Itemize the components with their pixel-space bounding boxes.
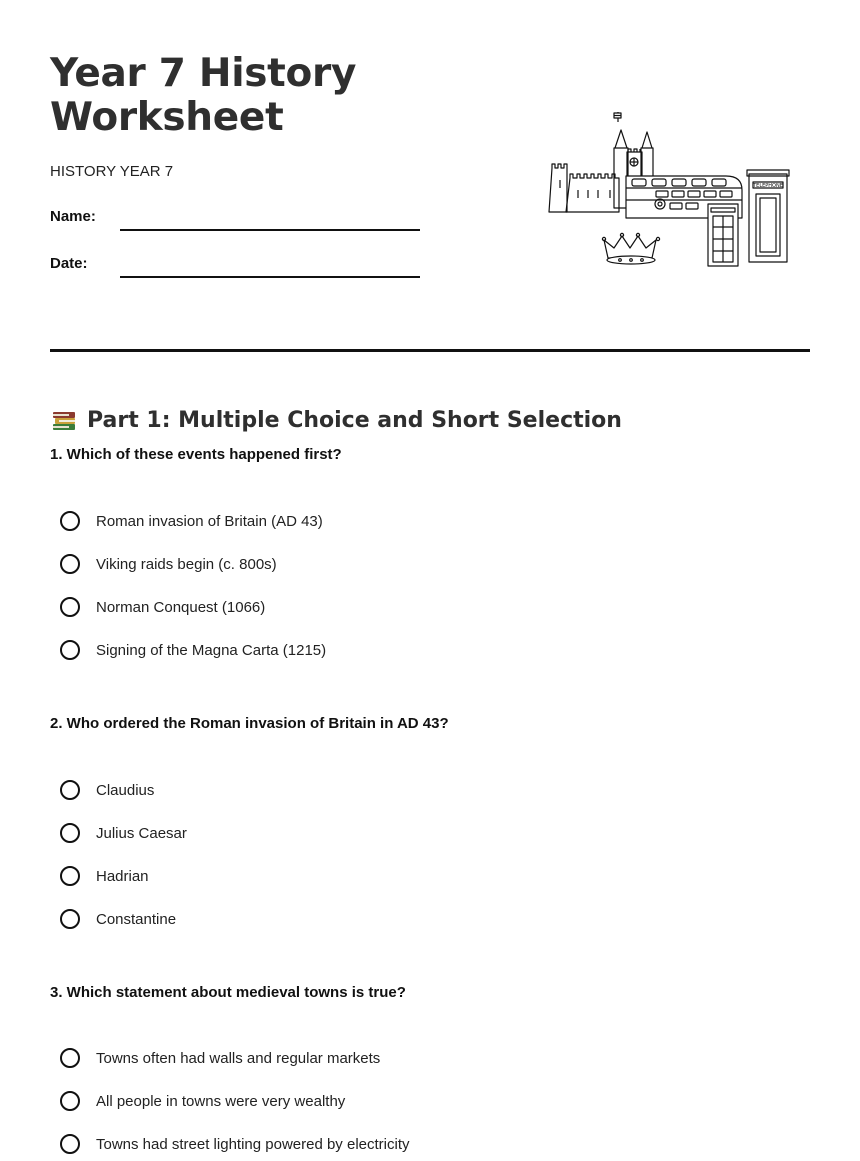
q3-option-2[interactable] — [60, 1088, 345, 1114]
q1-option-1[interactable] — [60, 508, 323, 534]
radio-button[interactable] — [60, 640, 80, 660]
option-label: Claudius — [96, 781, 155, 799]
date-field[interactable] — [120, 276, 420, 278]
option-label: Towns had street lighting powered by electricity — [96, 1135, 410, 1153]
q2-option-1[interactable] — [60, 777, 154, 803]
radio-button[interactable] — [60, 1091, 80, 1111]
option-label: Julius Caesar — [96, 824, 187, 842]
radio-button[interactable] — [60, 597, 80, 617]
question-1: 1. Which of these events happened first? — [50, 446, 342, 463]
option-label: Viking raids begin (c. 800s) — [96, 555, 277, 573]
worksheet-title: Year 7 History Worksheet — [50, 51, 357, 140]
radio-button[interactable] — [60, 780, 80, 800]
option-label: Norman Conquest (1066) — [96, 598, 266, 616]
name-field[interactable] — [120, 229, 420, 231]
option-label: Hadrian — [96, 867, 149, 885]
part1-heading — [50, 406, 622, 434]
q3-option-1[interactable] — [60, 1045, 380, 1071]
worksheet-subtitle: HISTORY YEAR 7 — [50, 163, 174, 180]
q1-option-3[interactable] — [60, 594, 265, 620]
q1-option-4[interactable] — [60, 637, 326, 663]
q2-option-2[interactable] — [60, 820, 187, 846]
part1-title: Part 1: Multiple Choice and Short Selection — [87, 407, 622, 433]
question-2: 2. Who ordered the Roman invasion of Britain in AD 43? — [50, 715, 449, 732]
option-label: All people in towns were very wealthy — [96, 1092, 346, 1110]
question-3: 3. Which statement about medieval towns is true? — [50, 984, 406, 1001]
section-divider — [50, 349, 810, 352]
q2-option-3[interactable] — [60, 863, 149, 889]
option-label: Roman invasion of Britain (AD 43) — [96, 512, 323, 530]
q3-option-3[interactable] — [60, 1131, 410, 1157]
radio-button[interactable] — [60, 1134, 80, 1154]
option-label: Constantine — [96, 910, 177, 928]
books-icon — [50, 406, 78, 434]
q1-option-2[interactable] — [60, 551, 277, 577]
london-landmarks-illustration — [548, 108, 792, 270]
q2-option-4[interactable] — [60, 906, 176, 932]
radio-button[interactable] — [60, 866, 80, 886]
date-label: Date: — [50, 255, 88, 272]
radio-button[interactable] — [60, 823, 80, 843]
radio-button[interactable] — [60, 909, 80, 929]
name-label: Name: — [50, 208, 96, 225]
radio-button[interactable] — [60, 554, 80, 574]
option-label: Signing of the Magna Carta (1215) — [96, 641, 327, 659]
radio-button[interactable] — [60, 1048, 80, 1068]
radio-button[interactable] — [60, 511, 80, 531]
telephone-sign: TELEPHONE — [753, 183, 783, 189]
option-label: Towns often had walls and regular markets — [96, 1049, 381, 1067]
